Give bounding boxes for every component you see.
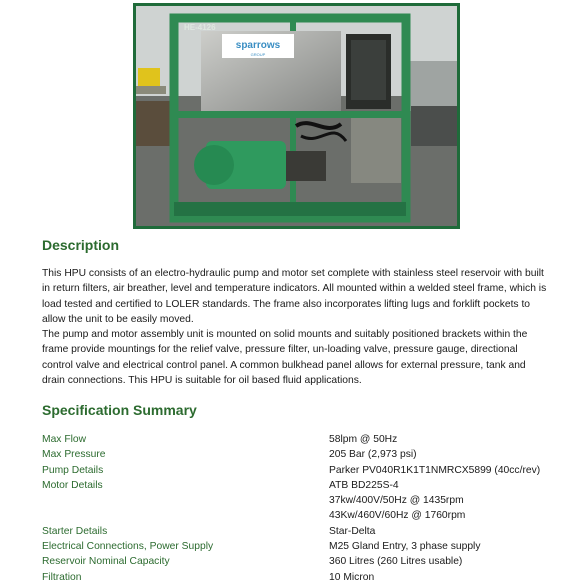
brand-sub-text: GROUP xyxy=(250,52,266,57)
description-heading: Description xyxy=(42,237,120,253)
spec-label: Pump Details xyxy=(42,464,104,476)
spec-row xyxy=(42,478,562,524)
spec-value: 10 Micron xyxy=(329,571,375,583)
mesh-guard xyxy=(351,118,401,183)
spec-row xyxy=(42,539,562,554)
spec-row xyxy=(42,570,562,585)
product-photo-frame xyxy=(133,3,460,229)
spec-value: 58lpm @ 50Hz xyxy=(329,434,398,445)
spec-values xyxy=(329,539,562,554)
spec-label: Max Pressure xyxy=(42,449,106,461)
spec-label: Electrical Connections, Power Supply xyxy=(42,541,214,553)
hpu-unit-photo xyxy=(136,6,457,226)
spec-row xyxy=(42,524,562,539)
base-skid xyxy=(174,202,406,216)
description-paragraph: The pump and motor assembly unit is mounted on solid mounts and suitably positioned brackets within the frame provide mountings for the relief valve, pressure filter, un-loading valve, pressure gauge, directional control valve and electrical control panel. A common bulkhead panel allows for external pressure, tank and drain connections. This HPU is suitable for oil based fluid applications. xyxy=(42,329,528,387)
specification-table xyxy=(42,432,562,585)
spec-value: 37kw/400V/50Hz @ 1435rpm xyxy=(329,495,464,507)
spec-row xyxy=(42,447,562,462)
spec-value: Star-Delta xyxy=(329,525,376,537)
spec-value: 205 Bar (2,973 psi) xyxy=(329,449,417,461)
spec-label: Motor Details xyxy=(42,479,103,491)
spec-value: Parker PV040R1K1T1NMRCX5899 (40cc/rev) xyxy=(329,464,541,476)
pump-coupling xyxy=(286,151,326,181)
specification-heading: Specification Summary xyxy=(42,402,197,418)
spec-values xyxy=(329,478,562,524)
spec-label: Starter Details xyxy=(42,525,108,537)
pallets xyxy=(136,101,171,146)
description-paragraph: This HPU consists of an electro-hydraulic pump and motor set complete with stainless steel reservoir with built in return filters, air breather, level and temperature indicators. All mounted within a welded steel frame, which is load tested and certified to LOLER standards. The frame also incorporates lifting lugs and forklift pockets to allow the unit to be easily moved. xyxy=(42,268,547,325)
spec-value: ATB BD225S-4 xyxy=(329,479,399,491)
spec-values xyxy=(329,570,562,585)
spec-row xyxy=(42,554,562,569)
spec-values xyxy=(329,447,562,462)
spec-label: Filtration xyxy=(42,571,82,583)
spec-value: 360 Litres (260 Litres usable) xyxy=(329,556,463,568)
brand-logo-text: sparrows xyxy=(235,40,281,51)
unit-id-plate: HE-4126 xyxy=(184,23,216,32)
spec-row xyxy=(42,463,562,478)
spec-label: Reservoir Nominal Capacity xyxy=(42,556,170,568)
spec-value: M25 Gland Entry, 3 phase supply xyxy=(329,541,481,553)
description-body xyxy=(42,266,547,388)
spec-values xyxy=(329,463,562,478)
spec-row xyxy=(42,432,562,447)
spec-label: Max Flow xyxy=(42,434,87,445)
spec-value: 43Kw/460V/60Hz @ 1760rpm xyxy=(329,510,466,522)
spec-values xyxy=(329,432,562,447)
spec-values xyxy=(329,524,562,539)
yellow-vehicle xyxy=(138,68,160,88)
spec-values xyxy=(329,554,562,569)
